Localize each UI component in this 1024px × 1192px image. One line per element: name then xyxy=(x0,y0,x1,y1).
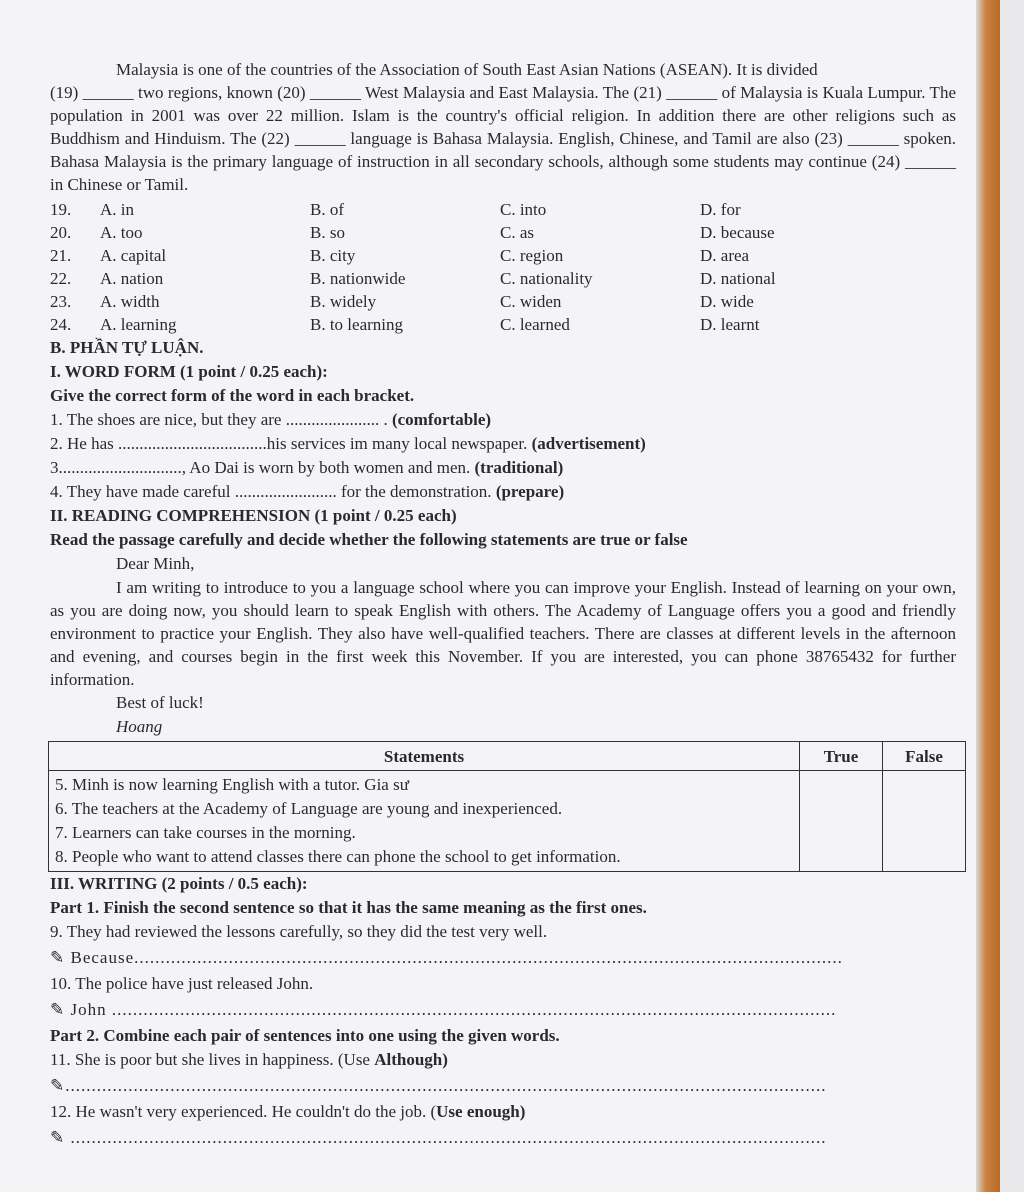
word-form-heading: I. WORD FORM (1 point / 0.25 each): xyxy=(50,362,328,381)
option-d[interactable]: D. for xyxy=(700,200,741,219)
question-number: 24. xyxy=(50,315,72,334)
option-b[interactable]: B. to learning xyxy=(310,315,404,334)
question-row xyxy=(50,290,956,313)
question-number: 23. xyxy=(50,292,72,311)
question-11: 11. She is poor but she lives in happiness. (Use Although) xyxy=(50,1050,448,1069)
option-a[interactable]: A. nation xyxy=(100,269,164,288)
question-number: 20. xyxy=(50,223,72,242)
section-b-heading: B. PHẦN TỰ LUẬN. xyxy=(50,338,204,357)
statement-5: 5. Minh is now learning English with a tutor. Gia sư xyxy=(55,775,409,794)
answer-12-line[interactable]: ✎ ................................................................................................................................................ xyxy=(50,1128,827,1147)
option-b[interactable]: B. city xyxy=(310,246,356,265)
reading-heading: II. READING COMPREHENSION (1 point / 0.25 each) xyxy=(50,506,457,525)
writing-heading: III. WRITING (2 points / 0.5 each): xyxy=(50,874,308,893)
reading-instruction: Read the passage carefully and decide whether the following statements are true or false xyxy=(50,530,688,549)
false-header: False xyxy=(883,742,966,771)
writing-part1: Part 1. Finish the second sentence so that it has the same meaning as the first ones. xyxy=(50,898,647,917)
statement-cell xyxy=(49,771,800,872)
option-a[interactable]: A. too xyxy=(100,223,143,242)
option-a[interactable]: A. width xyxy=(100,292,160,311)
question-row xyxy=(50,313,956,336)
statements-header: Statements xyxy=(49,742,800,771)
letter-signature: Hoang xyxy=(116,717,163,736)
question-9: 9. They had reviewed the lessons carefully, so they did the test very well. xyxy=(50,922,548,941)
option-c[interactable]: C. learned xyxy=(500,315,570,334)
word-form-item: 3............................., Ao Dai is worn by both women and men. (traditional) xyxy=(50,458,564,477)
question-row xyxy=(50,198,956,221)
option-b[interactable]: B. of xyxy=(310,200,344,219)
true-false-table xyxy=(48,741,966,872)
answer-11-line[interactable]: ✎................................................................................................................................................. xyxy=(50,1076,827,1095)
word-form-item: 4. They have made careful ........................ for the demonstration. (prepare) xyxy=(50,482,565,501)
word-form-list xyxy=(50,408,956,504)
cloze-passage xyxy=(50,58,956,196)
option-d[interactable]: D. national xyxy=(700,269,776,288)
letter-closing: Best of luck! xyxy=(116,693,204,712)
word-form-instruction: Give the correct form of the word in each bracket. xyxy=(50,386,415,405)
option-b[interactable]: B. widely xyxy=(310,292,377,311)
option-a[interactable]: A. learning xyxy=(100,315,177,334)
option-a[interactable]: A. in xyxy=(100,200,134,219)
true-answer-cell[interactable] xyxy=(800,771,883,872)
question-10: 10. The police have just released John. xyxy=(50,974,314,993)
false-answer-cell[interactable] xyxy=(883,771,966,872)
option-c[interactable]: C. as xyxy=(500,223,534,242)
writing-part2: Part 2. Combine each pair of sentences into one using the given words. xyxy=(50,1026,560,1045)
statement-7: 7. Learners can take courses in the morning. xyxy=(55,823,356,842)
option-b[interactable]: B. so xyxy=(310,223,345,242)
page-edge xyxy=(976,0,1000,1192)
answer-10-line[interactable]: ✎ John .......................................................................................................................................... xyxy=(50,1000,837,1019)
statement-8: 8. People who want to attend classes there can phone the school to get information. xyxy=(55,847,621,866)
question-row xyxy=(50,267,956,290)
statement-6: 6. The teachers at the Academy of Language are young and inexperienced. xyxy=(55,799,563,818)
word-form-item: 2. He has ...................................his services im many local newspaper. (advertisement) xyxy=(50,434,646,453)
option-c[interactable]: C. nationality xyxy=(500,269,593,288)
question-12: 12. He wasn't very experienced. He couldn't do the job. (Use enough) xyxy=(50,1102,526,1121)
true-header: True xyxy=(800,742,883,771)
option-d[interactable]: D. learnt xyxy=(700,315,760,334)
option-b[interactable]: B. nationwide xyxy=(310,269,406,288)
word-form-item: 1. The shoes are nice, but they are ...................... . (comfortable) xyxy=(50,410,492,429)
option-c[interactable]: C. into xyxy=(500,200,547,219)
option-d[interactable]: D. area xyxy=(700,246,750,265)
question-number: 22. xyxy=(50,269,72,288)
letter-greeting: Dear Minh, xyxy=(116,554,195,573)
passage-text: (19) ______ two regions, known (20) ______ West Malaysia and East Malaysia. The (21) ______ of Malaysia is Kuala Lumpur. The population in 2001 was over 22 million. Islam is the country's official religion. In addition there are other religions such as Buddhism and Hinduism. The (22) ______ language is Bahasa Malaysia. English, Chinese, and Tamil are also (23) ______ spoken. Bahasa Malaysia is the primary language of instruction in all secondary schools, although some students may continue (24) ______ in Chinese or Tamil. xyxy=(50,83,956,194)
option-d[interactable]: D. because xyxy=(700,223,775,242)
option-c[interactable]: C. region xyxy=(500,246,564,265)
option-c[interactable]: C. widen xyxy=(500,292,562,311)
question-row xyxy=(50,221,956,244)
question-number: 19. xyxy=(50,200,72,219)
question-number: 21. xyxy=(50,246,72,265)
letter-body: I am writing to introduce to you a language school where you can improve your English. Instead of learning on your own, as you are doing now, you should learn to speak English with others. The Academy of Language offers you a good and friendly environment to practice your English. They also have well-qualified teachers. There are classes at different levels in the afternoon and evening, and courses begin in the first week this November. If you are interested, you can phone 38765432 for further information. xyxy=(50,578,956,689)
option-a[interactable]: A. capital xyxy=(100,246,167,265)
options-table xyxy=(50,198,956,336)
passage-first-line: Malaysia is one of the countries of the Association of South East Asian Nations (ASEAN). It is divided xyxy=(116,60,818,79)
option-d[interactable]: D. wide xyxy=(700,292,754,311)
question-row xyxy=(50,244,956,267)
answer-9-line[interactable]: ✎ Because....................................................................................................................................... xyxy=(50,948,843,967)
